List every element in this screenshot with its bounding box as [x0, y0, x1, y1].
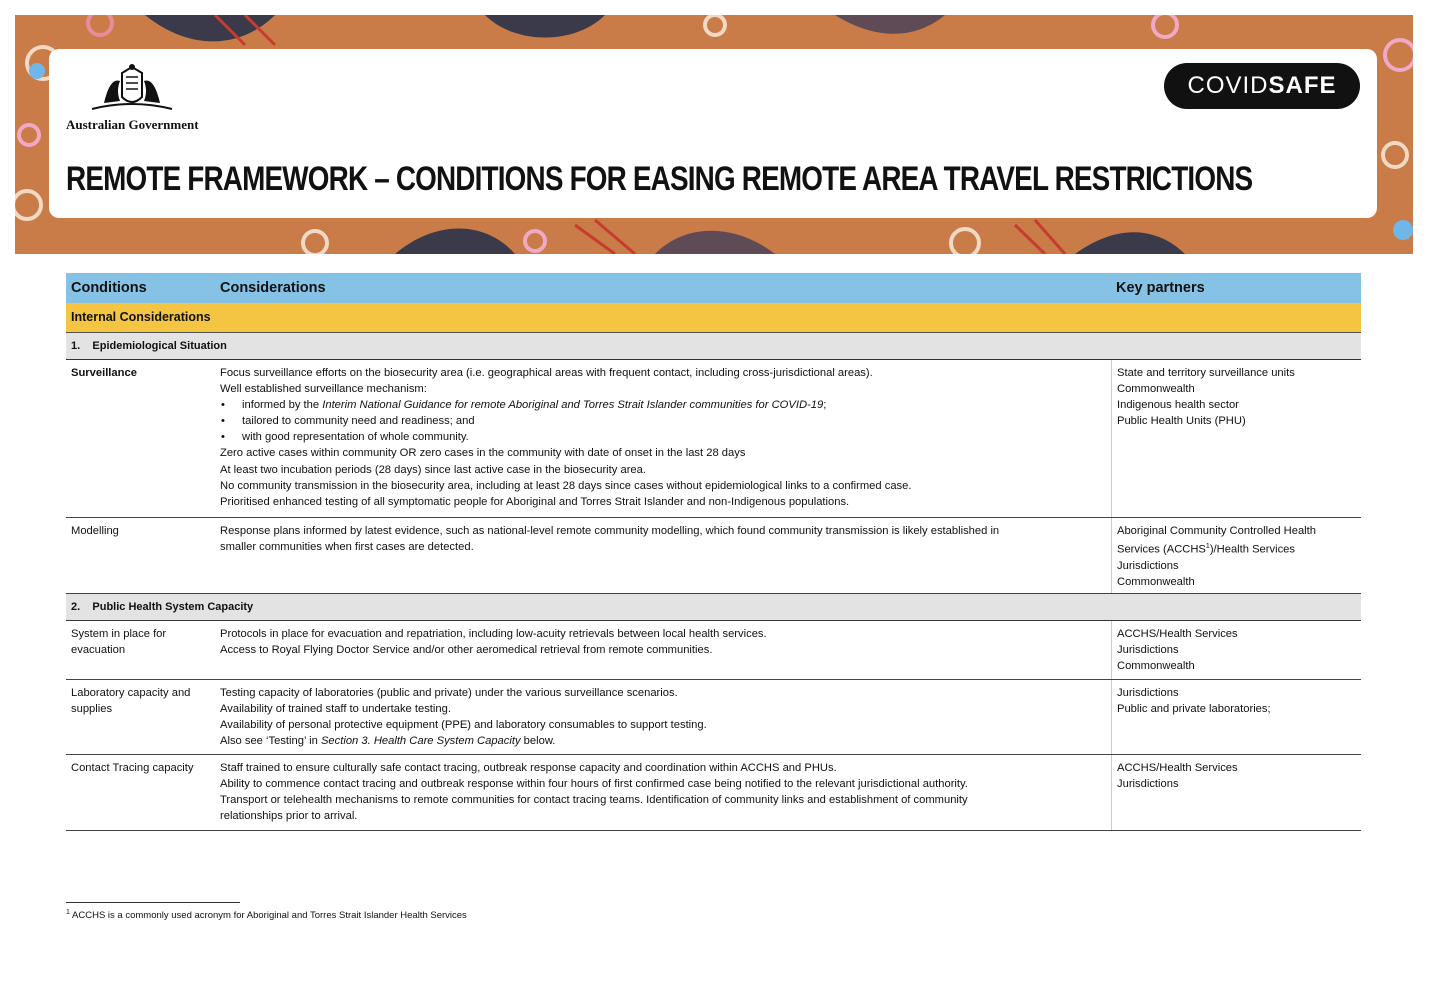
partner [1117, 539, 1361, 558]
text-line: Access to Royal Flying Doctor Service and/or other aeromedical retrieval from remote communities. [220, 644, 713, 657]
partner: Commonwealth [1117, 576, 1195, 589]
partner: Jurisdictions [1117, 778, 1179, 791]
footnote-ref: 1 [1205, 543, 1210, 551]
partner: Jurisdictions [1117, 559, 1179, 572]
considerations-surveillance [215, 360, 1111, 517]
partners-contact-tracing [1111, 755, 1361, 830]
text-line: No community transmission in the biosecurity area, including at least 28 days since cases without epidemiological links to a confirmed case. [220, 479, 912, 492]
coat-of-arms-icon [82, 63, 182, 115]
subsection-public-health: 2. Public Health System Capacity [66, 594, 1361, 621]
partner: State and territory surveillance units [1117, 367, 1295, 379]
page-title: REMOTE FRAMEWORK – CONDITIONS FOR EASING REMOTE AREA TRAVEL RESTRICTIONS [66, 160, 1253, 198]
section-internal-considerations: Internal Considerations [66, 303, 1361, 332]
condition-modelling: Modelling [71, 525, 119, 537]
text-line: Protocols in place for evacuation and repatriation, including low-acuity retrievals between local health services. [220, 628, 767, 640]
bullet-text: tailored to community need and readiness; and [242, 415, 475, 428]
partner: Public Health Units (PHU) [1117, 415, 1246, 428]
partner: Public and private laboratories; [1117, 703, 1271, 716]
partner-text: Services (ACCHS [1117, 543, 1206, 556]
text-line: Testing capacity of laboratories (public and private) under the various surveillance scenarios. [220, 687, 678, 699]
section-reference: Section 3. Health Care System Capacity [320, 735, 521, 748]
partner: Aboriginal Community Controlled Health [1117, 525, 1316, 537]
bullet-text: with good representation of whole community. [242, 431, 469, 444]
footnote-marker: 1 [66, 909, 70, 916]
conditions-table [66, 273, 1361, 831]
partners-surveillance [1111, 360, 1361, 517]
covidsafe-logo-bold: SAFE [1268, 72, 1337, 99]
table-row-modelling [66, 518, 1361, 594]
partner: Commonwealth [1117, 383, 1195, 396]
bullet-icon: • [221, 399, 225, 412]
considerations-laboratory [215, 680, 1111, 754]
partners-laboratory [1111, 680, 1361, 754]
condition-contact-tracing: Contact Tracing capacity [71, 762, 194, 774]
subsection-epidemiological: 1. Epidemiological Situation [66, 332, 1361, 360]
text-line: Response plans informed by latest evidence, such as national-level remote community modelling, which found community transmission is likely established in [220, 525, 1000, 537]
bullet-icon: • [221, 431, 225, 444]
table-row-evacuation [66, 621, 1361, 680]
text-segment: Also see ‘Testing’ in [220, 735, 321, 748]
text-segment: below. [520, 735, 556, 748]
condition-text: System in place for [71, 628, 167, 640]
text-line [220, 733, 1111, 749]
bullet-item [220, 413, 1111, 429]
partners-evacuation [1111, 621, 1361, 679]
header-conditions: Conditions [71, 279, 147, 296]
partner: Commonwealth [1117, 660, 1195, 673]
text-line: Focus surveillance efforts on the biosecurity area (i.e. geographical areas with frequent contact, including cross-jurisdictional areas). [220, 367, 873, 379]
table-row-contact-tracing [66, 755, 1361, 831]
considerations-contact-tracing [215, 755, 1111, 830]
text-line: Well established surveillance mechanism: [220, 383, 427, 396]
partner: Jurisdictions [1117, 644, 1179, 657]
guidance-document-title: Interim National Guidance for remote Aboriginal and Torres Strait Islander communities for COVID-19 [322, 399, 824, 412]
partner: ACCHS/Health Services [1117, 628, 1238, 640]
condition-text: evacuation [71, 644, 126, 657]
bullet-item [220, 429, 1111, 445]
considerations-evacuation [215, 621, 1111, 679]
text-line: Zero active cases within community OR zero cases in the community with date of onset in the last 28 days [220, 447, 746, 460]
text-line: Ability to commence contact tracing and outbreak response within four hours of first confirmed case being notified to the relevant jurisdictional authority. [220, 778, 968, 791]
bullet-text: informed by the [242, 399, 323, 412]
text-line: relationships prior to arrival. [220, 810, 358, 823]
covidsafe-logo-light: COVID [1187, 72, 1269, 99]
condition-surveillance: Surveillance [71, 367, 137, 379]
condition-text: Laboratory capacity and [71, 687, 191, 699]
text-line: smaller communities when first cases are detected. [220, 541, 474, 554]
table-row-surveillance [66, 360, 1361, 518]
text-line: Prioritised enhanced testing of all symptomatic people for Aboriginal and Torres Strait Islander and non-Indigenous populations. [220, 495, 850, 508]
footnote [66, 909, 467, 921]
text-line: Staff trained to ensure culturally safe contact tracing, outbreak response capacity and coordination within ACCHS and PHUs. [220, 762, 837, 774]
bullet-text: ; [823, 399, 827, 412]
partner: Indigenous health sector [1117, 399, 1239, 412]
footnote-text: ACCHS is a commonly used acronym for Aboriginal and Torres Strait Islander Health Services [69, 910, 467, 922]
condition-laboratory [66, 680, 215, 754]
condition-text: supplies [71, 703, 113, 716]
header-considerations: Considerations [220, 279, 326, 296]
bullet-item [220, 397, 1111, 413]
condition-evacuation [66, 621, 215, 679]
text-line: At least two incubation periods (28 days) since last active case in the biosecurity area. [220, 463, 646, 476]
text-line: Transport or telehealth mechanisms to remote communities for contact tracing teams. Identification of community links and establishment of community [220, 794, 968, 807]
text-line: Availability of trained staff to undertake testing. [220, 703, 451, 716]
partner-text: )/Health Services [1209, 543, 1295, 556]
table-header-row [66, 273, 1361, 303]
government-name: Australian Government [66, 117, 199, 132]
partners-modelling [1111, 518, 1361, 593]
text-line: Availability of personal protective equipment (PPE) and laboratory consumables to support testing. [220, 719, 707, 732]
partner: ACCHS/Health Services [1117, 762, 1238, 774]
covidsafe-logo [1164, 63, 1360, 109]
header-key-partners: Key partners [1116, 279, 1205, 296]
considerations-modelling [215, 518, 1111, 593]
partner: Jurisdictions [1117, 687, 1179, 699]
bullet-icon: • [221, 415, 225, 428]
table-row-laboratory [66, 680, 1361, 755]
footnote-divider [66, 902, 240, 903]
